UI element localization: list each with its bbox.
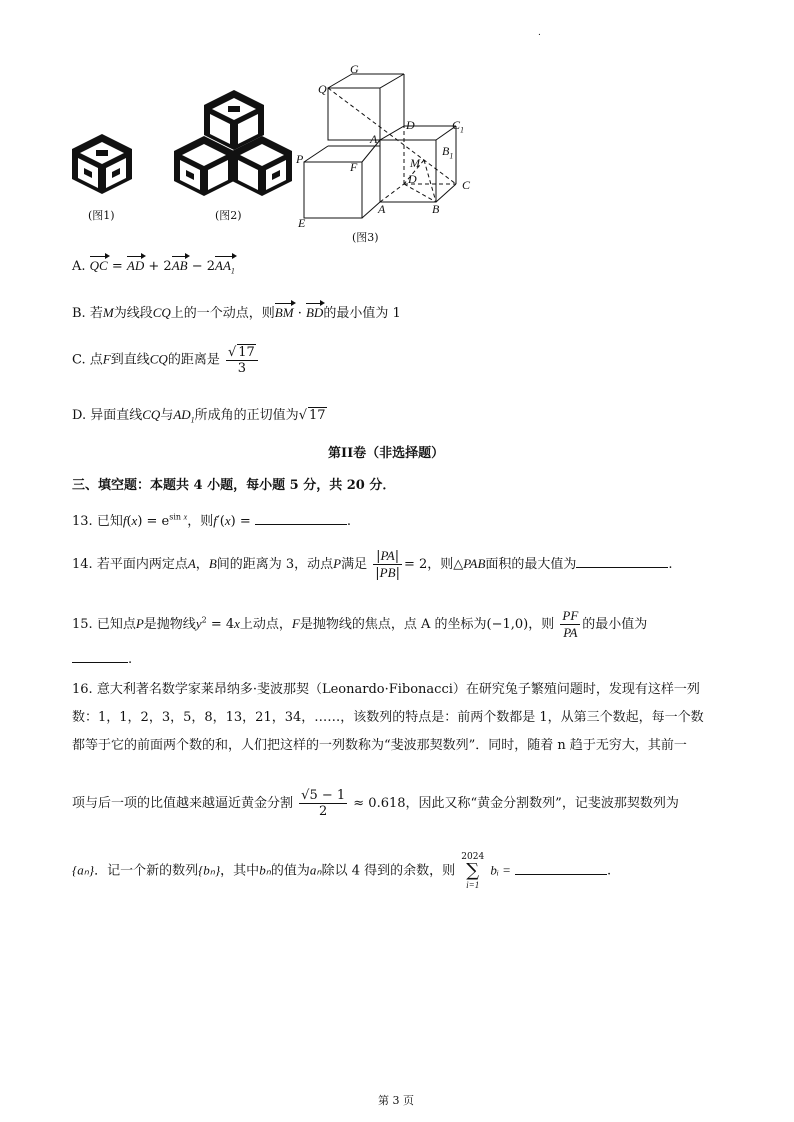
question-13: 13. 已知$f(x) = e^{sin x}$，则f′(x) = . [72, 512, 352, 529]
fill-in-heading: 三、填空题：本题共 4 小题，每小题 5 分，共 20 分． [72, 478, 396, 493]
point-E: E [298, 216, 306, 230]
point-C: C [462, 178, 471, 192]
page-number: 第 3 页 [378, 1094, 414, 1107]
point-C1: $C_1$ [452, 118, 465, 135]
point-A1: A [370, 132, 378, 146]
corner-mark: . [538, 28, 541, 38]
answer-blank-13[interactable] [255, 524, 347, 525]
option-a: A. QC = AD + $2AB - 2AA_1$ [72, 258, 235, 276]
point-B1: $B_1$ [442, 144, 454, 161]
point-B: B [432, 202, 440, 216]
option-b: B. 若M为线段CQ上的一个动点，则BM · BD的最小值为 1 [72, 305, 401, 321]
point-Q: Q [318, 82, 327, 96]
figure-1-caption: (图1) [88, 209, 115, 222]
figure-2-cubes [172, 88, 294, 198]
answer-blank-16[interactable] [515, 874, 607, 875]
figure-3-caption: (图3) [352, 231, 379, 244]
option-c: C. 点F到直线CQ的距离是 $\frac{√ 17}{3}$ [72, 344, 260, 376]
point-A: A [378, 202, 386, 216]
point-D: D [406, 118, 415, 132]
point-F: F [350, 160, 358, 174]
question-16-line5: {aₙ}．记一个新的数列{bₙ}，其中bₙ的值为aₙ除以 4 得到的余数，则 2024 ∑ i=1 bᵢ = . [72, 852, 612, 890]
point-M: M [410, 156, 420, 170]
point-P: P [296, 152, 304, 166]
point-D-lower: D [408, 172, 417, 186]
section-title: 第II卷（非选择题） [328, 446, 445, 461]
answer-blank-14[interactable] [576, 567, 668, 568]
question-15-answer: . [72, 652, 132, 667]
answer-blank-15[interactable] [72, 662, 128, 663]
question-15: 15. 已知点P是抛物线$y^2 = 4x$上动点，F是抛物线的焦点，点 A 的坐标为(−1,0)，则 $\frac{PF}{PA}$ 的最小值为 [72, 608, 648, 640]
question-16: 16. 意大利著名数学家莱昂纳多·斐波那契（Leonardo·Fibonacci）在研究兔子繁殖问题时，发现有这样一列 数：1，1，2，3，5，8，13，21，34，……，该数列的特点是：前两个数都是 1，从第三个数起，每一个数 都等于它的前面两个数的和，人们把这样的一列数称为“斐波那契数列”．同时，随着 n 趋于无穷大，其前一 [72, 682, 704, 753]
question-14: 14. 若平面内两定点A，B间的距离为 3，动点P满足 $\frac{|PA|}{|PB|}$ = 2，则△PAB面积的最大值为 . [72, 548, 673, 581]
figure-2-caption: (图2) [215, 209, 242, 222]
option-d: D. 异面直线CQ与$AD_1$所成角的正切值为√ 17 [72, 407, 326, 425]
question-16-line4: 项与后一项的比值越来越逼近黄金分割 $\frac{√5 - 1}{2}$ ≈ 0.618，因此又称“黄金分割数列”，记斐波那契数列为 [72, 788, 679, 819]
figure-1-cube [70, 132, 134, 196]
point-G: G [350, 62, 359, 76]
